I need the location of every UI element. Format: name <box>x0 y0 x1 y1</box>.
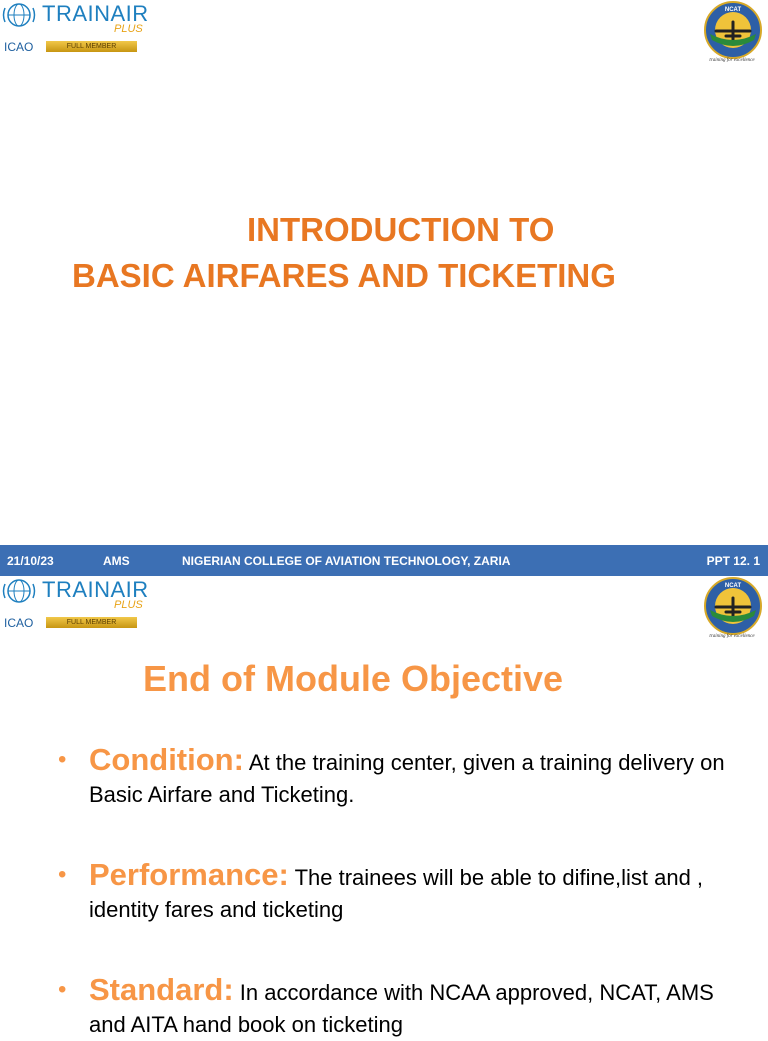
bullet-lead: Condition: <box>89 742 244 777</box>
icao-wordmark: ICAO <box>4 40 34 54</box>
full-member-badge: FULL MEMBER <box>46 41 137 52</box>
trainair-logo <box>0 0 149 56</box>
trainair-logo <box>0 576 149 632</box>
icao-wordmark: ICAO <box>4 616 34 630</box>
bullet-condition <box>58 744 738 811</box>
ncat-tagline: training for excellence <box>709 634 755 639</box>
ncat-seal-text: NCAT <box>724 7 742 13</box>
plus-wordmark: PLUS <box>114 599 143 611</box>
bullet-lead: Standard: <box>89 972 234 1007</box>
bullet-standard <box>58 974 738 1041</box>
bullet-dot-icon: • <box>58 861 67 888</box>
footer-date: 21/10/23 <box>7 554 54 568</box>
bullet-text: The trainees will be able to difine,list and , identity fares and ticketing <box>89 865 704 922</box>
bullet-dot-icon: • <box>58 976 67 1003</box>
trainair-wordmark: TRAINAIR <box>42 1 149 26</box>
title-line-2: BASIC AIRFARES AND TICKETING <box>72 257 616 294</box>
footer-org: AMS <box>103 554 130 568</box>
ncat-tagline: training for excellence <box>709 58 755 63</box>
icao-globe-icon <box>2 2 36 28</box>
ncat-seal-text: NCAT <box>724 583 742 589</box>
bullet-lead: Performance: <box>89 857 289 892</box>
plus-wordmark: PLUS <box>114 23 143 35</box>
full-member-badge: FULL MEMBER <box>46 617 137 628</box>
objective-slide <box>0 576 768 1037</box>
objective-title: End of Module Objective <box>143 658 564 699</box>
icao-globe-icon <box>2 578 36 604</box>
title-line-1: INTRODUCTION TO <box>247 211 555 248</box>
slide-footer <box>0 545 768 576</box>
bullet-text: At the training center, given a training delivery on Basic Airfare and Ticketing. <box>89 750 725 807</box>
trainair-wordmark: TRAINAIR <box>42 577 149 602</box>
footer-college: NIGERIAN COLLEGE OF AVIATION TECHNOLOGY, ZARIA <box>182 554 511 568</box>
footer-slide-number: PPT 12. 1 <box>706 554 760 568</box>
bullet-text: In accordance with NCAA approved, NCAT, AMS and AITA hand book on ticketing <box>89 980 714 1037</box>
bullet-dot-icon: • <box>58 746 67 773</box>
bullet-performance <box>58 859 738 926</box>
